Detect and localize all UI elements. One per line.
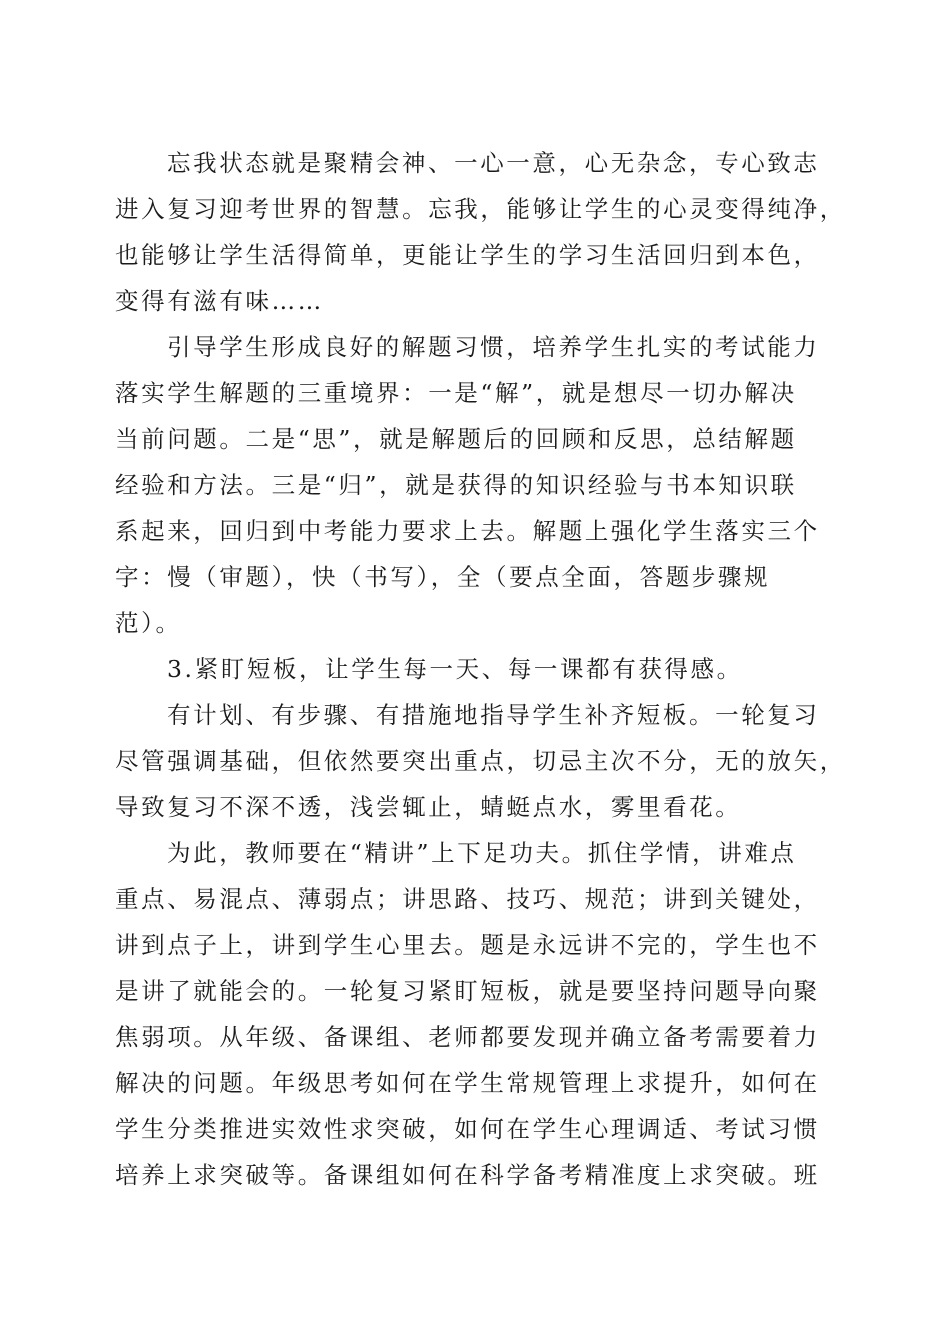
text-line: 焦弱项。从年级、备课组、老师都要发现并确立备考需要着力 (115, 1023, 820, 1051)
text-line: 培养上求突破等。备课组如何在科学备考精准度上求突破。班 (115, 1161, 820, 1189)
text-line: 为此，教师要在“精讲”上下足功夫。抓住学情，讲难点 (167, 839, 797, 867)
text-line: 落实学生解题的三重境界：一是“解”，就是想尽一切办解决 (115, 379, 797, 407)
text-line: 重点、易混点、薄弱点；讲思路、技巧、规范；讲到关键处， (115, 885, 820, 913)
text-line: 导致复习不深不透，浅尝辄止，蜻蜓点水，雾里看花。 (115, 793, 742, 821)
text-line: 变得有滋有味…… (115, 287, 324, 315)
text-line: 尽管强调基础，但依然要突出重点，切忌主次不分，无的放矢， (115, 747, 846, 775)
text-line: 学生分类推进实效性求突破，如何在学生心理调适、考试习惯 (115, 1115, 820, 1143)
text-line: 有计划、有步骤、有措施地指导学生补齐短板。一轮复习 (167, 701, 820, 729)
text-line: 进入复习迎考世界的智慧。忘我，能够让学生的心灵变得纯净， (115, 195, 846, 223)
text-line: 系起来，回归到中考能力要求上去。解题上强化学生落实三个 (115, 517, 820, 545)
text-line: 引导学生形成良好的解题习惯，培养学生扎实的考试能力 (167, 333, 820, 361)
text-line: 当前问题。二是“思”，就是解题后的回顾和反思，总结解题 (115, 425, 797, 453)
text-line: 是讲了就能会的。一轮复习紧盯短板，就是要坚持问题导向聚 (115, 977, 820, 1005)
text-line: 忘我状态就是聚精会神、一心一意，心无杂念，专心致志 (167, 149, 820, 177)
text-line: 3.紧盯短板，让学生每一天、每一课都有获得感。 (167, 655, 743, 683)
text-line: 范）。 (115, 609, 182, 637)
text-line: 解决的问题。年级思考如何在学生常规管理上求提升，如何在 (115, 1069, 820, 1097)
text-line: 讲到点子上，讲到学生心里去。题是永远讲不完的，学生也不 (115, 931, 820, 959)
document-body (115, 140, 845, 1198)
text-line: 经验和方法。三是“归”，就是获得的知识经验与书本知识联 (115, 471, 797, 499)
text-line: 字：慢（审题），快（书写），全（要点全面，答题步骤规 (115, 563, 771, 591)
text-line: 也能够让学生活得简单，更能让学生的学习生活回归到本色， (115, 241, 820, 269)
